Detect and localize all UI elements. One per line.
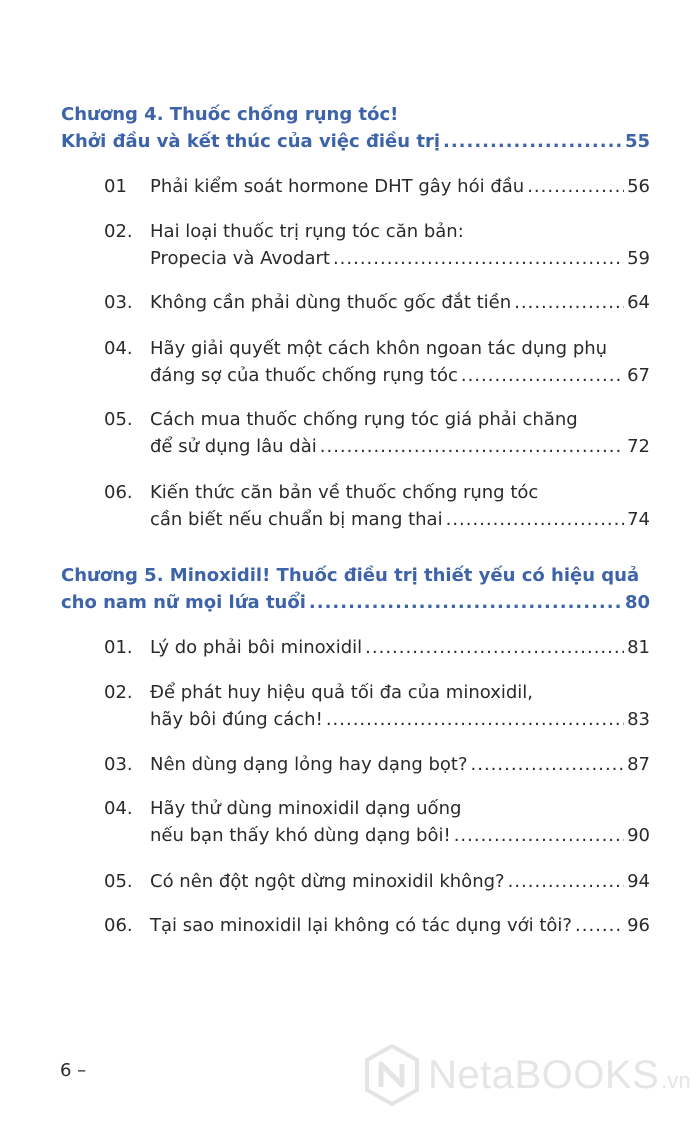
- toc-entry-title: Kiến thức căn bản về thuốc chống rụng tóc: [150, 482, 539, 503]
- toc-entry-number: 03.: [104, 754, 133, 775]
- leader-dots: [454, 825, 624, 846]
- toc-entry-page: 96: [627, 915, 650, 936]
- toc-entry-title-cont: nếu bạn thấy khó dùng dạng bôi!: [150, 825, 451, 846]
- chapter-5-title-text: cho nam nữ mọi lứa tuổi: [61, 592, 306, 613]
- toc-entry-number: 04.: [104, 338, 133, 359]
- watermark-text: NetaBOOKS: [428, 1052, 660, 1097]
- toc-entry-title: Có nên đột ngột dừng minoxidil không?: [150, 871, 505, 892]
- toc-entry-title-cont: đáng sợ của thuốc chống rụng tóc: [150, 365, 458, 386]
- toc-entry-title: Lý do phải bôi minoxidil: [150, 637, 363, 658]
- chapter-5-title-line2[interactable]: [61, 592, 650, 613]
- toc-entry-title: Hãy giải quyết một cách khôn ngoan tác dụng phụ: [150, 338, 608, 359]
- leader-dots: [333, 248, 624, 269]
- toc-entry-title: Không cần phải dùng thuốc gốc đắt tiền: [150, 292, 512, 313]
- toc-entry-title: Tại sao minoxidil lại không có tác dụng với tôi?: [150, 915, 572, 936]
- leader-dots: [471, 754, 625, 775]
- toc-entry-page: 81: [627, 637, 650, 658]
- chapter-4-title-line1: Chương 4. Thuốc chống rụng tóc!: [61, 104, 399, 125]
- toc-entry-number: 04.: [104, 798, 133, 819]
- netabooks-logo-icon: [364, 1043, 420, 1107]
- toc-entry[interactable]: [150, 754, 650, 775]
- toc-entry[interactable]: [150, 248, 650, 269]
- toc-entry-title: Hãy thử dùng minoxidil dạng uống: [150, 798, 462, 819]
- leader-dots: [514, 292, 624, 313]
- toc-entry[interactable]: [150, 637, 650, 658]
- leader-dots: [326, 709, 624, 730]
- toc-entry-page: 90: [627, 825, 650, 846]
- toc-entry[interactable]: [150, 436, 650, 457]
- toc-entry-number: 01.: [104, 637, 133, 658]
- toc-entry-number: 01: [104, 176, 127, 197]
- chapter-4-page: 55: [624, 131, 650, 152]
- toc-entry-page: 72: [627, 436, 650, 457]
- toc-entry-page: 67: [627, 365, 650, 386]
- toc-entry-page: 94: [627, 871, 650, 892]
- toc-entry-number: 05.: [104, 409, 133, 430]
- toc-entry[interactable]: [150, 871, 650, 892]
- leader-dots: [446, 509, 625, 530]
- toc-entry-title: Phải kiểm soát hormone DHT gây hói đầu: [150, 176, 525, 197]
- chapter-4-title-line2[interactable]: [61, 131, 650, 152]
- toc-entry[interactable]: [150, 915, 650, 936]
- toc-entry-page: 64: [627, 292, 650, 313]
- chapter-5-page: 80: [624, 592, 650, 613]
- toc-entry[interactable]: [150, 176, 650, 197]
- toc-entry-number: 05.: [104, 871, 133, 892]
- leader-dots: [365, 637, 624, 658]
- toc-entry-number: 02.: [104, 221, 133, 242]
- toc-entry-title-cont: cần biết nếu chuẩn bị mang thai: [150, 509, 443, 530]
- toc-entry-number: 03.: [104, 292, 133, 313]
- leader-dots: [309, 592, 622, 613]
- leader-dots: [527, 176, 624, 197]
- toc-entry-title: Nên dùng dạng lỏng hay dạng bọt?: [150, 754, 468, 775]
- chapter-4-title-text: Khởi đầu và kết thúc của việc điều trị: [61, 131, 440, 152]
- leader-dots: [320, 436, 624, 457]
- toc-entry-title-cont: Propecia và Avodart: [150, 248, 330, 269]
- toc-entry[interactable]: [150, 825, 650, 846]
- toc-entry-number: 02.: [104, 682, 133, 703]
- toc-entry-page: 59: [627, 248, 650, 269]
- toc-entry-title: Hai loại thuốc trị rụng tóc căn bản:: [150, 221, 464, 242]
- watermark: [364, 1042, 691, 1108]
- toc-entry-number: 06.: [104, 915, 133, 936]
- toc-entry-page: 56: [627, 176, 650, 197]
- toc-entry[interactable]: [150, 509, 650, 530]
- toc-entry-title: Cách mua thuốc chống rụng tóc giá phải chăng: [150, 409, 578, 430]
- leader-dots: [508, 871, 625, 892]
- toc-entry-number: 06.: [104, 482, 133, 503]
- toc-entry-title-cont: để sử dụng lâu dài: [150, 436, 317, 457]
- chapter-5-title-line1: Chương 5. Minoxidil! Thuốc điều trị thiết yếu có hiệu quả: [61, 565, 640, 586]
- page-number: 6 –: [60, 1060, 87, 1081]
- toc-entry-page: 87: [627, 754, 650, 775]
- toc-entry-page: 83: [627, 709, 650, 730]
- toc-entry-title-cont: hãy bôi đúng cách!: [150, 709, 323, 730]
- toc-entry-page: 74: [627, 509, 650, 530]
- leader-dots: [461, 365, 624, 386]
- leader-dots: [575, 915, 624, 936]
- leader-dots: [443, 131, 622, 152]
- toc-entry[interactable]: [150, 709, 650, 730]
- toc-entry[interactable]: [150, 292, 650, 313]
- toc-entry[interactable]: [150, 365, 650, 386]
- toc-entry-title: Để phát huy hiệu quả tối đa của minoxidil,: [150, 682, 534, 703]
- watermark-suffix: .vn: [661, 1068, 691, 1093]
